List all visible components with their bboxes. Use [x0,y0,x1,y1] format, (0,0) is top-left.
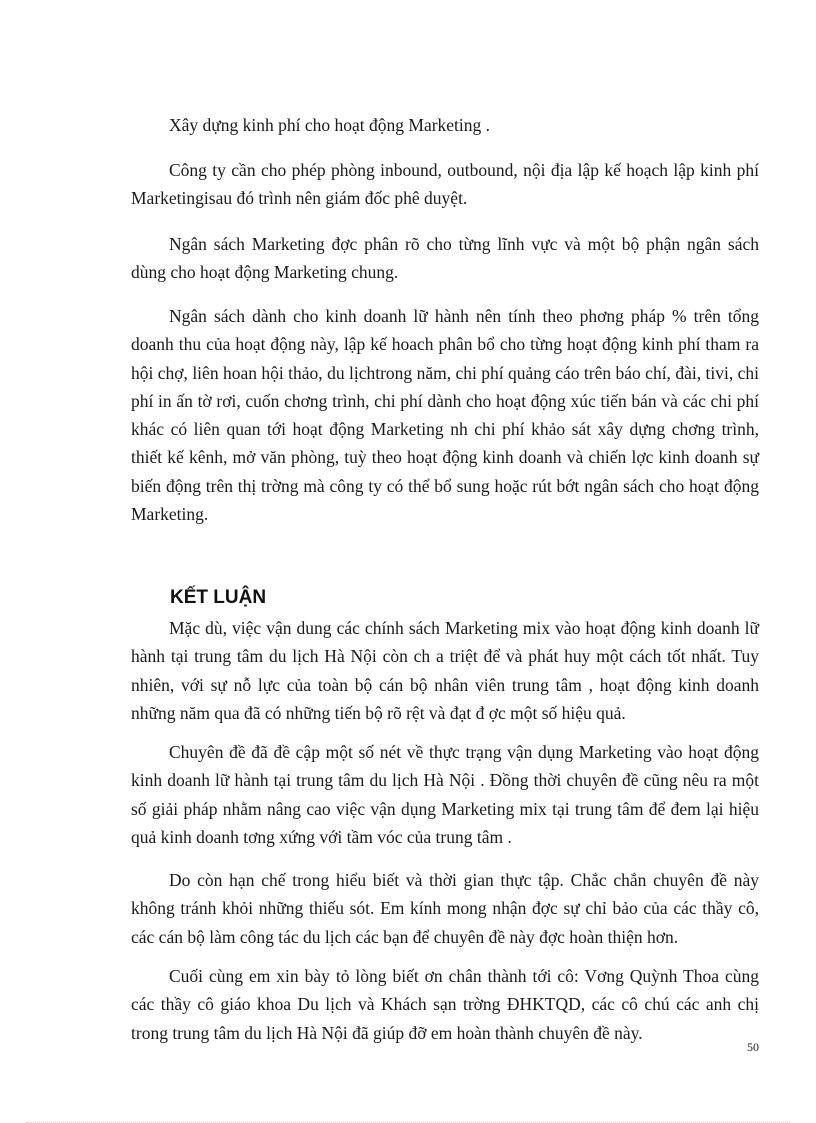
paragraph-budget-planning: Công ty cần cho phép phòng inbound, outbound, nội địa lập kế hoạch lập kinh phí Marketingisau đó trình nên giám đốc phê duyệt. [131,160,759,209]
conclusion-heading: KẾT LUẬN [170,587,267,608]
paragraph-budget-intro: Xây dựng kinh phí cho hoạt động Marketing . [169,115,491,135]
paragraph-budget-allocation: Ngân sách Marketing đợc phân rõ cho từng lĩnh vực và một bộ phận ngân sách dùng cho hoạt động Marketing chung. [131,234,759,283]
paragraph-conclusion-thanks: Cuối cùng em xin bày tỏ lòng biết ơn chân thành tới cô: Vơng Quỳnh Thoa cùng các thầy cô giáo khoa Du lịch và Khách sạn trờng ĐHKTQD, các cô chú các anh chị trong trung tâm du lịch Hà Nội đã giúp đỡ em hoàn thành chuyên đề này. [131,966,759,1043]
paragraph-budget-method: Ngân sách dành cho kinh doanh lữ hành nên tính theo phơng pháp % trên tổng doanh thu của hoạt động này, lập kế hoach phân bổ cho từng hoạt động kinh phí tham ra hội chợ, liên hoan hội thảo, du lịchtrong năm, chi phí quảng cáo trên báo chí, đài, tivi, chi phí in ấn tờ rơi, cuốn chơng trình, chi phí dành cho hoạt động xúc tiến bán và các chi phí khác có liên quan tới hoạt động Marketing nh chi phí khảo sát xây dựng chơng trình, thiết kế kênh, mở văn phòng, tuỳ theo hoạt động kinh doanh và chiến lợc kinh doanh sự biến động trên thị trờng mà công ty có thể bổ sung hoặc rút bớt ngân sách cho hoạt động Marketing. [131,306,759,525]
paragraph-conclusion-limitations: Do còn hạn chế trong hiểu biết và thời gian thực tập. Chắc chắn chuyên đề này không tránh khỏi những thiếu sót. Em kính mong nhận đợc sự chỉ bảo của các thầy cô, các cán bộ làm công tác du lịch các bạn để chuyên đề này đợc hoàn thiện hơn. [131,870,759,947]
paragraph-conclusion-summary: Mặc dù, việc vận dung các chính sách Marketing mix vào hoạt động kinh doanh lữ hành tại trung tâm du lịch Hà Nội còn ch a triệt để và phát huy một cách tốt nhất. Tuy nhiên, với sự nỗ lực của toàn bộ cán bộ nhân viên trung tâm , hoạt động kinh doanh những năm qua đã có những tiến bộ rõ rệt và đạt đ ợc một số hiệu quả. [131,618,759,723]
page-number: 50 [747,1040,759,1054]
paragraph-conclusion-content: Chuyên đề đã đề cập một số nét về thực trạng vận dụng Marketing vào hoạt động kinh doanh lữ hành tại trung tâm du lịch Hà Nội . Đồng thời chuyên đề cũng nêu ra một số giải pháp nhằm nâng cao việc vận dụng Marketing mix tại trung tâm để đem lại hiệu quả kinh doanh tơng xứng với tầm vóc của trung tâm . [131,742,759,847]
